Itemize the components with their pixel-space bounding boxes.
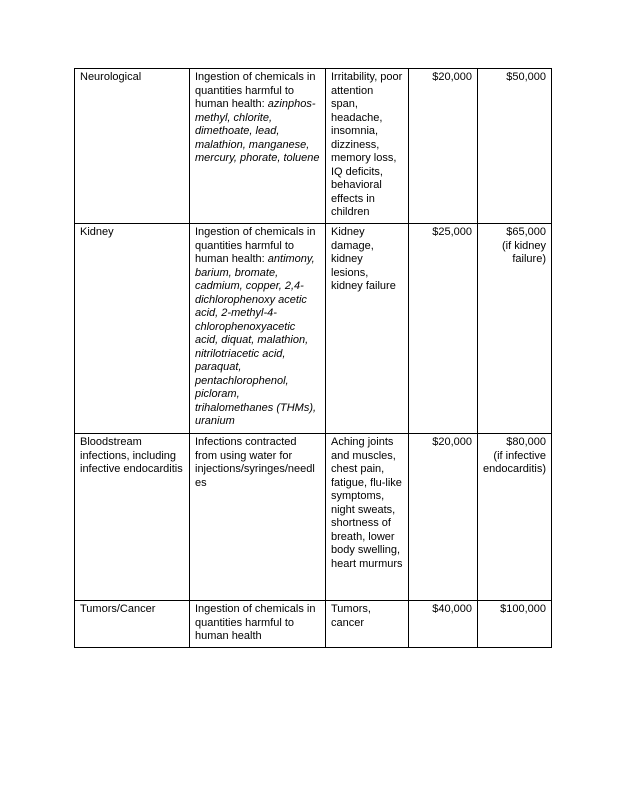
- table-row: [75, 224, 552, 434]
- table-row: [75, 69, 552, 224]
- payout-max-cell: [478, 69, 552, 224]
- health-conditions-compensation-table: [74, 68, 552, 648]
- symptoms-text: Irritability, poor attention span, headache, insomnia, dizziness, memory loss, IQ deficits, behavioral effects in children: [331, 71, 403, 218]
- payout-max-cell: [478, 434, 552, 601]
- condition-cell: [75, 224, 190, 434]
- payout-max-text: $100,000: [500, 603, 546, 615]
- condition-text: Neurological: [80, 71, 142, 83]
- cause-cell: [190, 434, 326, 601]
- condition-cell: [75, 601, 190, 648]
- cause-text: Infections contracted from using water for injections/syringes/needles: [195, 436, 315, 489]
- symptoms-cell: [326, 434, 409, 601]
- payout-max-text: $50,000: [506, 71, 546, 83]
- cause-text: Ingestion of chemicals in quantities harmful to human health:: [195, 226, 316, 265]
- symptoms-cell: [326, 69, 409, 224]
- symptoms-text: Kidney damage, kidney lesions, kidney failure: [331, 226, 396, 292]
- payout-min-cell: [409, 434, 478, 601]
- symptoms-text: Tumors, cancer: [331, 603, 371, 629]
- table-row: [75, 601, 552, 648]
- payout-max-cell: [478, 224, 552, 434]
- symptoms-text: Aching joints and muscles, chest pain, fatigue, flu-like symptoms, night sweats, shortness of breath, lower body swelling, heart murmurs: [331, 436, 403, 570]
- payout-min-text: $25,000: [432, 226, 472, 238]
- payout-min-cell: [409, 224, 478, 434]
- payout-max-cell: [478, 601, 552, 648]
- cause-cell: [190, 69, 326, 224]
- condition-cell: [75, 434, 190, 601]
- payout-min-cell: [409, 69, 478, 224]
- condition-cell: [75, 69, 190, 224]
- cause-chemicals-text: azinphos-methyl, chlorite, dimethoate, lead, malathion, manganese, mercury, phorate, toluene: [195, 98, 320, 164]
- payout-min-text: $40,000: [432, 603, 472, 615]
- payout-max-note: (if kidney failure): [501, 239, 546, 265]
- payout-min-cell: [409, 601, 478, 648]
- condition-text: Bloodstream infections, including infective endocarditis: [80, 436, 183, 475]
- cause-text: Ingestion of chemicals in quantities harmful to human health: [195, 603, 316, 642]
- payout-max-note: (if infective endocarditis): [483, 449, 546, 475]
- payout-max-text: $65,000: [506, 226, 546, 238]
- condition-text: Tumors/Cancer: [80, 603, 156, 615]
- table-row: [75, 434, 552, 601]
- payout-max-text: $80,000: [506, 436, 546, 448]
- symptoms-cell: [326, 601, 409, 648]
- cause-cell: [190, 224, 326, 434]
- payout-min-text: $20,000: [432, 436, 472, 448]
- cause-cell: [190, 601, 326, 648]
- payout-min-text: $20,000: [432, 71, 472, 83]
- cause-text: Ingestion of chemicals in quantities harmful to human health:: [195, 71, 316, 110]
- condition-text: Kidney: [80, 226, 114, 238]
- cause-chemicals-text: antimony, barium, bromate, cadmium, copper, 2,4-dichlorophenoxy acetic acid, 2-methyl-4-chlorophenoxyacetic acid, diquat, malathion, nitrilotriacetic acid, paraquat, pentachlorophenol, picloram, trihalomethanes (THMs), uranium: [195, 253, 317, 427]
- symptoms-cell: [326, 224, 409, 434]
